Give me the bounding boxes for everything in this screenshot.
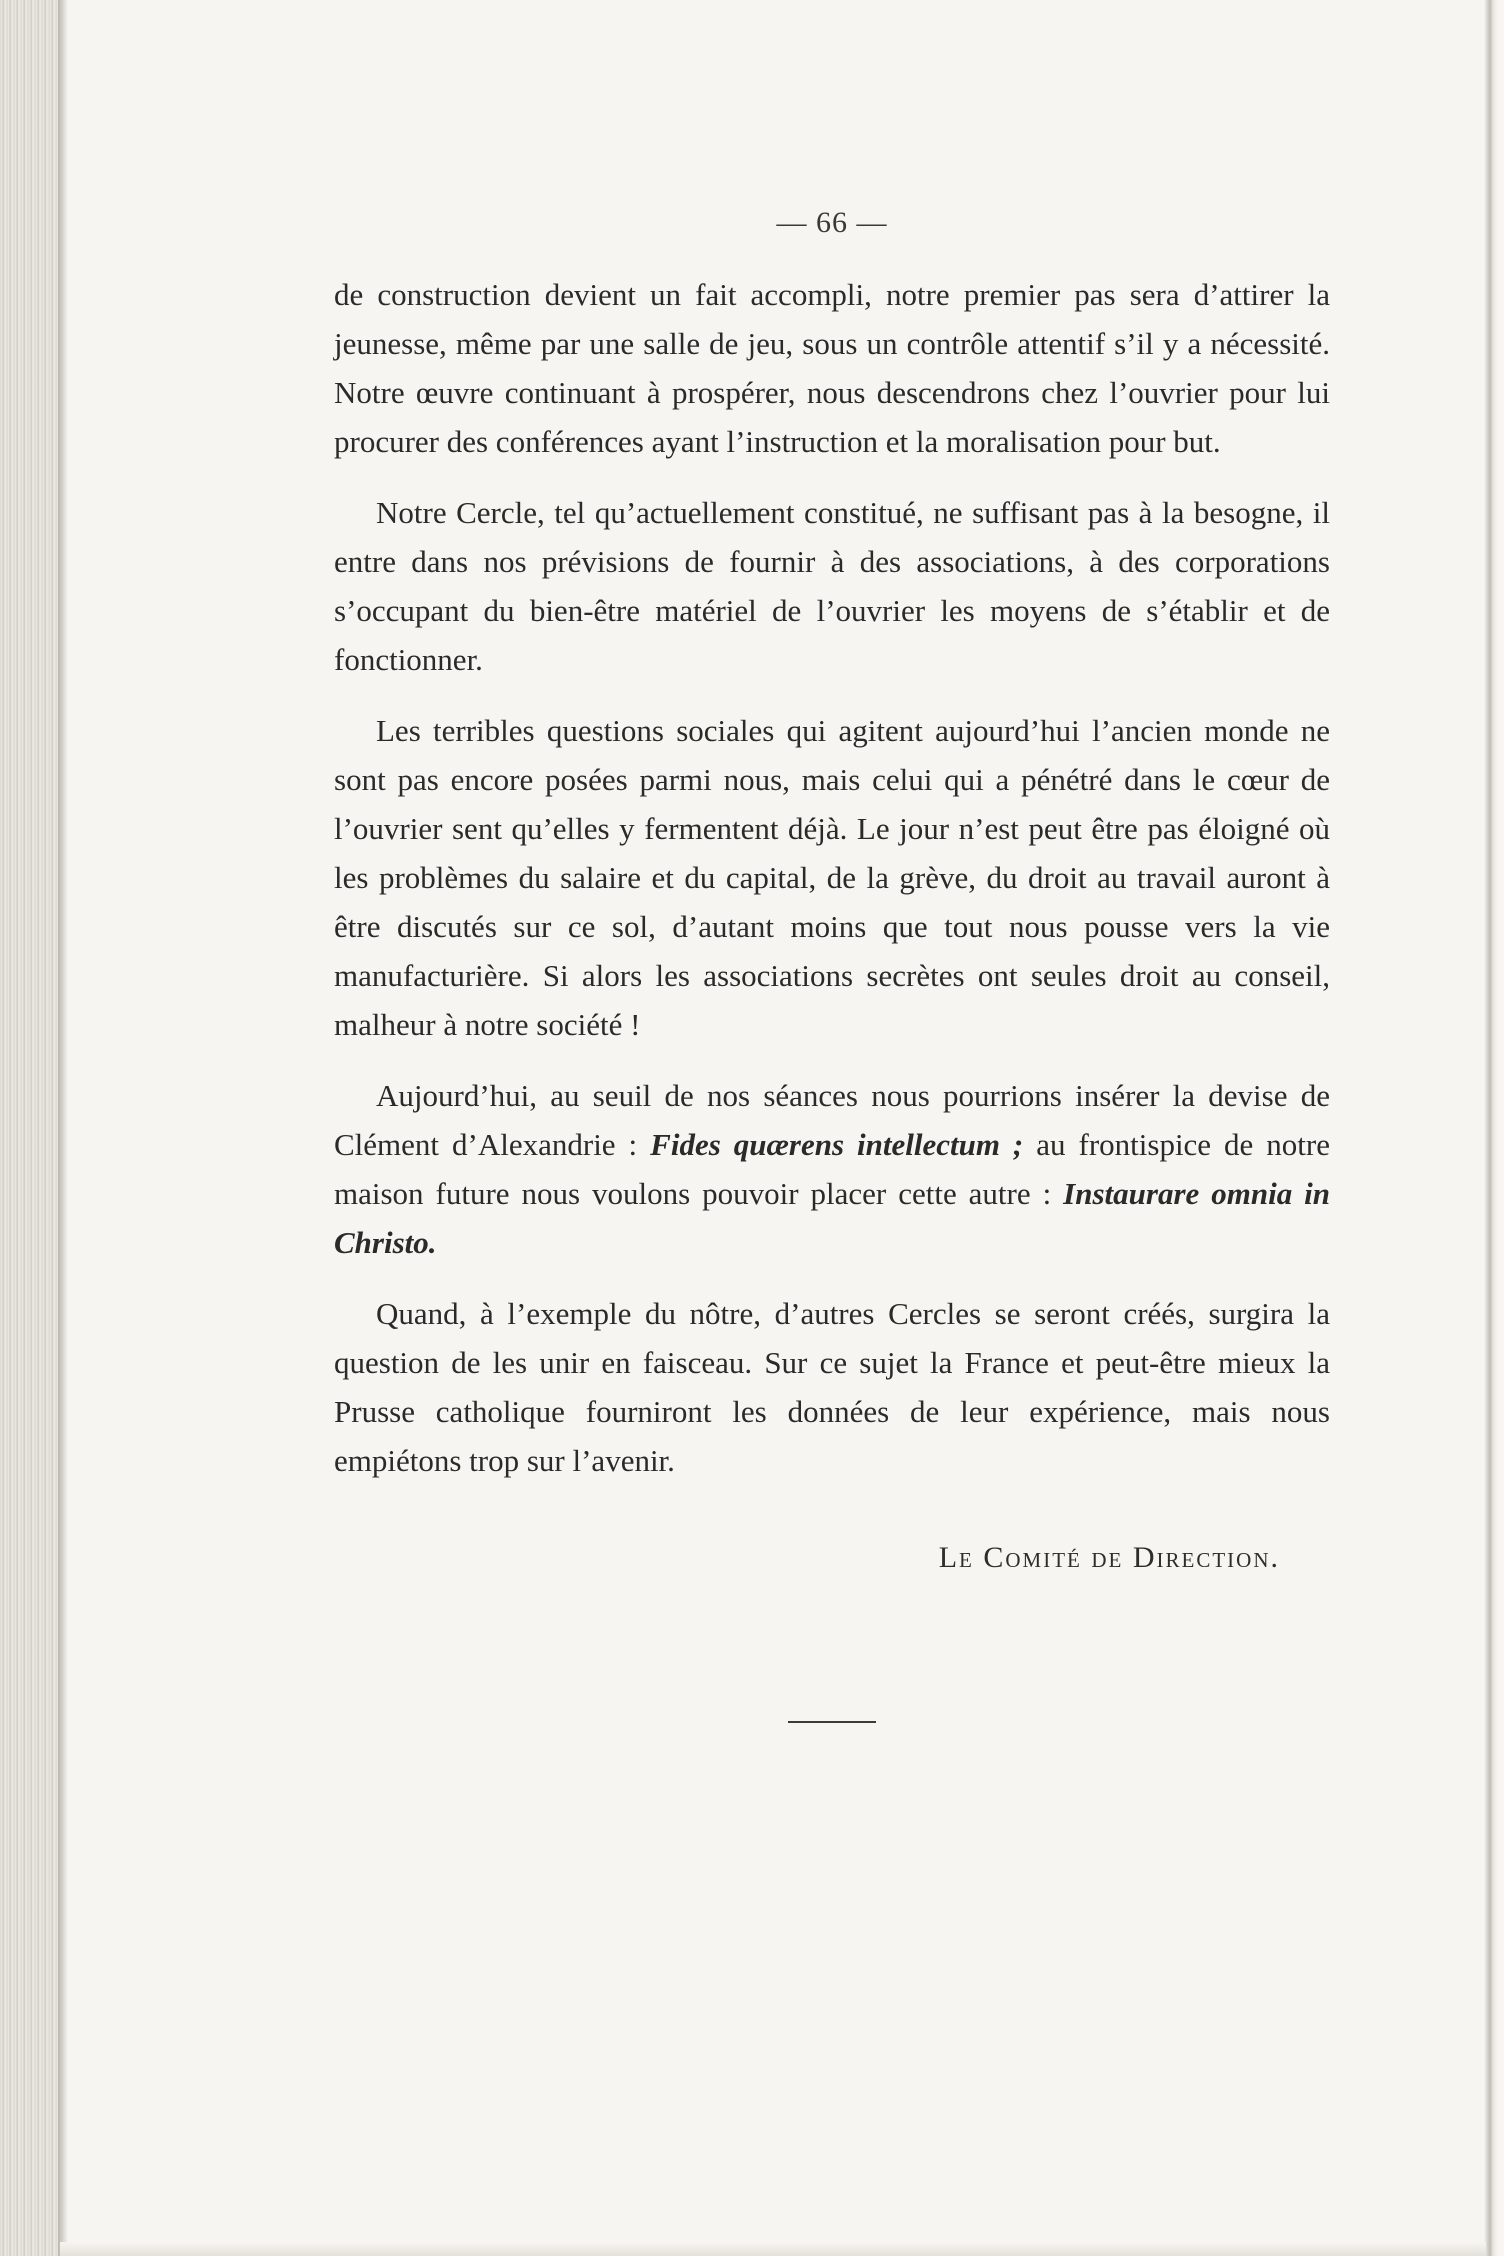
page-content <box>334 206 1330 1723</box>
binding-shadow <box>58 0 68 2256</box>
paragraph-3: Les terribles questions sociales qui agitent aujourd’hui l’ancien monde ne sont pas encore posées parmi nous, mais celui qui a pénétré dans le cœur de l’ouvrier sent qu’elles y fermentent déjà. Le jour n’est peut être pas éloigné où les problèmes du salaire et du capital, de la grève, du droit au travail auront à être discutés sur ce sol, d’autant moins que tout nous pousse vers la vie manufacturière. Si alors les associations secrètes ont seules droit au conseil, malheur à notre société ! <box>334 713 1330 1042</box>
page-right-edge <box>1484 0 1504 2256</box>
page-number: — 66 — <box>776 206 888 239</box>
paragraph-2: Notre Cercle, tel qu’actuellement constitué, ne suffisant pas à la besogne, il entre dans nos prévisions de fournir à des associations, à des corporations s’occupant du bien-être matériel de l’ouvrier les moyens de s’établir et de fonctionner. <box>334 495 1330 677</box>
end-rule <box>788 1721 876 1723</box>
signature: Le Comité de Direction. <box>938 1541 1280 1574</box>
paragraph-4-text-b: au frontispice de notre maison future nous voulons pouvoir placer cette autre : <box>334 1127 1331 1211</box>
page-stack-edge <box>0 0 62 2256</box>
paragraph-5: Quand, à l’exemple du nôtre, d’autres Cercles se seront créés, surgira la question de les unir en faisceau. Sur ce sujet la France et peut-être mieux la Prusse catholique fourniront les données de leur expérience, mais nous empiétons trop sur l’avenir. <box>334 1296 1330 1478</box>
paragraph-1: de construction devient un fait accompli, notre premier pas sera d’attirer la jeunesse, même par une salle de jeu, sous un contrôle attentif s’il y a nécessité. Notre œuvre continuant à prospérer, nous descendrons chez l’ouvrier pour lui procurer des conférences ayant l’instruction et la moralisation pour but. <box>334 277 1330 459</box>
latin-quote-fides: Fides quærens intellectum ; <box>650 1127 1024 1162</box>
latin-quote-instaurare: Instaurare omnia in Christo. <box>334 1176 1331 1260</box>
paragraph-4 <box>334 1071 1330 1267</box>
paragraph-4-text-a: Aujourd’hui, au seuil de nos séances nous pourrions insérer la devise de Clément d’Alexandrie : <box>334 1078 1330 1162</box>
page-bottom-edge <box>60 2242 1486 2256</box>
